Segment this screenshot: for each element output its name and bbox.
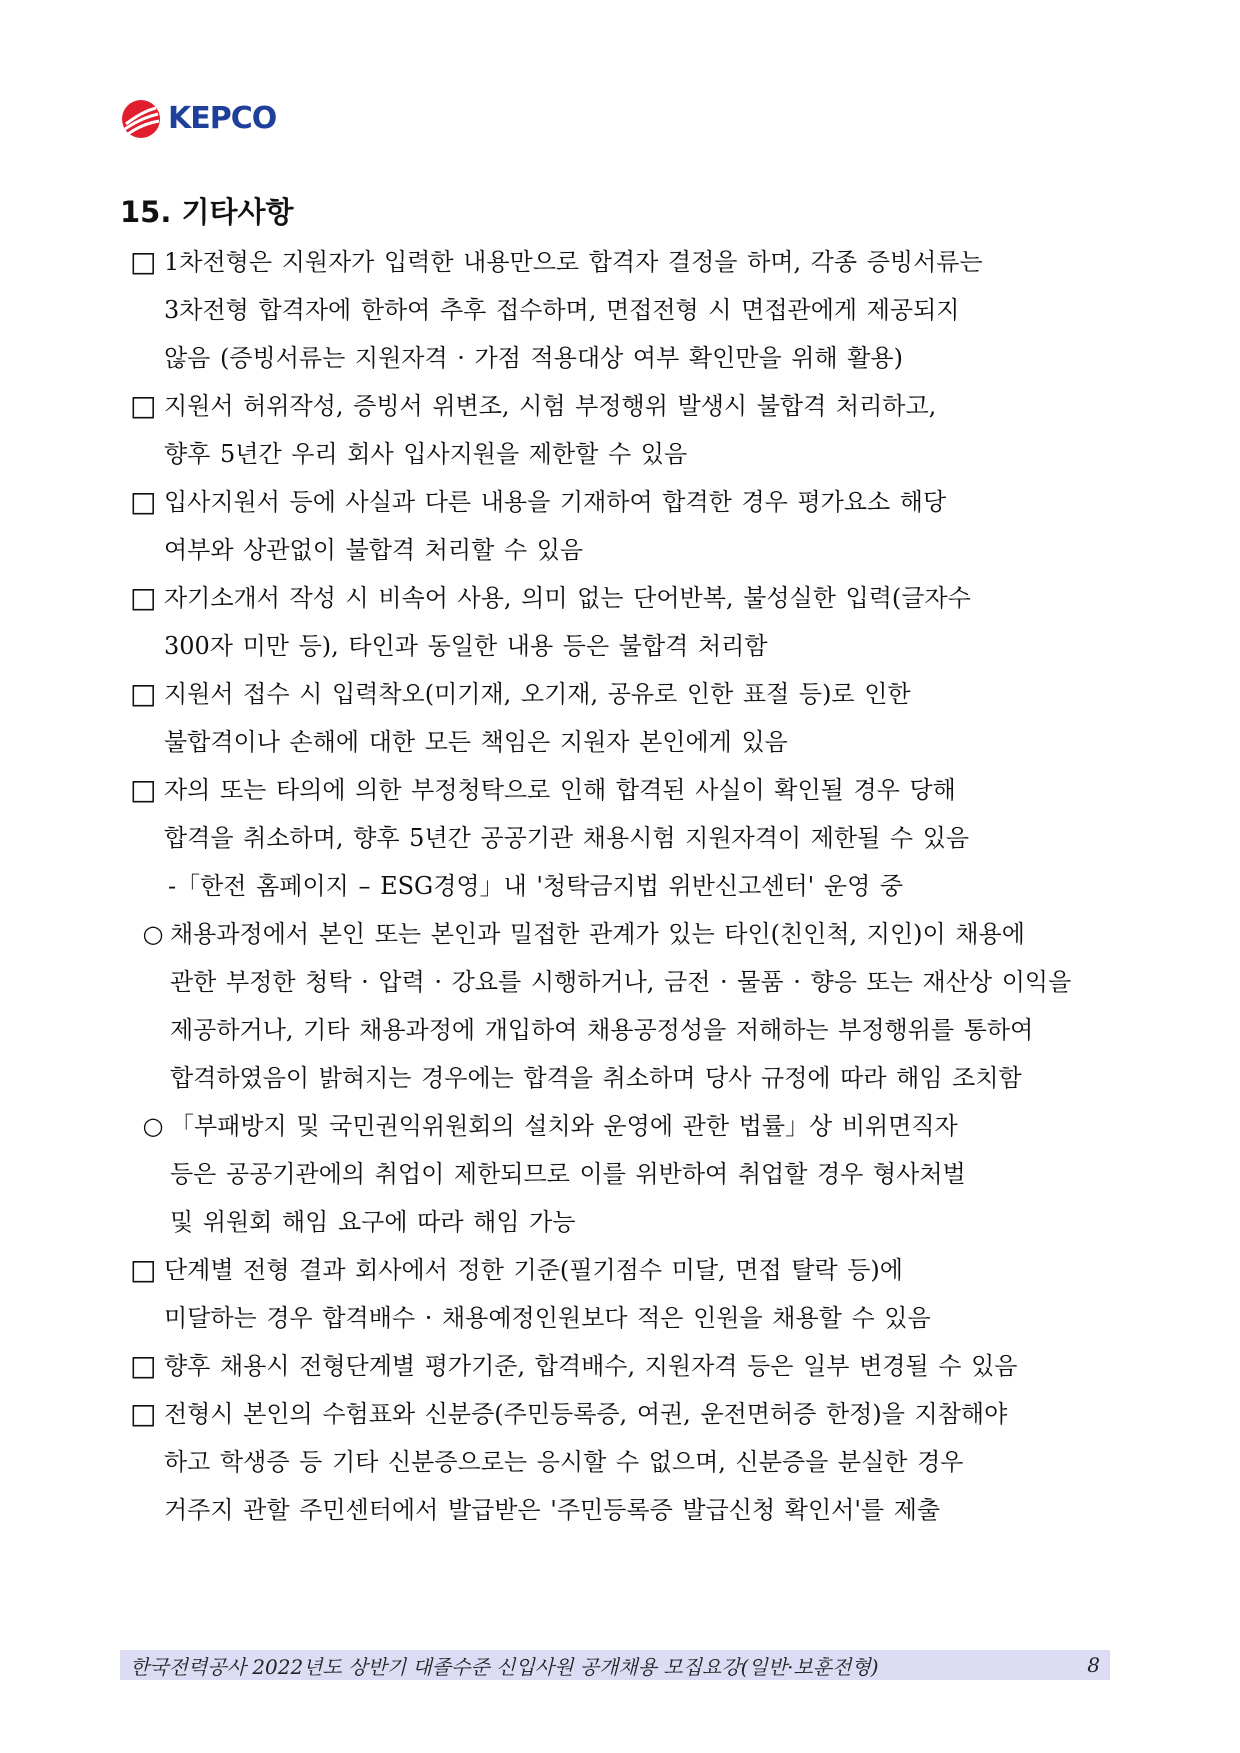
- checkbox-bullet-icon: □: [130, 773, 157, 806]
- text-line: 합격을 취소하며, 향후 5년간 공공기관 채용시험 지원자격이 제한될 수 있음: [164, 824, 970, 852]
- notice-item: [130, 478, 1120, 574]
- text-line: 등은 공공기관에의 취업이 제한되므로 이를 위반하여 취업할 경우 형사처벌: [170, 1160, 966, 1188]
- logo-text: KEPCO: [168, 101, 277, 136]
- text-line: 자의 또는 타의에 의한 부정청탁으로 인해 합격된 사실이 확인될 경우 당해: [164, 776, 956, 804]
- checkbox-bullet-icon: □: [130, 245, 157, 278]
- text-line: 거주지 관할 주민센터에서 발급받은 '주민등록증 발급신청 확인서'를 제출: [164, 1496, 941, 1524]
- notice-item: [130, 238, 1120, 382]
- kepco-emblem-icon: [120, 98, 162, 140]
- text-line: 1차전형은 지원자가 입력한 내용만으로 합격자 결정을 하며, 각종 증빙서류는: [164, 248, 983, 276]
- kepco-logo: [120, 98, 276, 140]
- checkbox-bullet-icon: □: [130, 581, 157, 614]
- section-title: 15. 기타사항: [120, 195, 294, 229]
- text-line: 불합격이나 손해에 대한 모든 책임은 지원자 본인에게 있음: [164, 728, 788, 756]
- text-line: 지원서 허위작성, 증빙서 위변조, 시험 부정행위 발생시 불합격 처리하고,: [164, 392, 937, 420]
- text-line: 자기소개서 작성 시 비속어 사용, 의미 없는 단어반복, 불성실한 입력(글자수: [164, 584, 971, 612]
- text-line: 전형시 본인의 수험표와 신분증(주민등록증, 여권, 운전면허증 한정)을 지참해야: [164, 1400, 1008, 1428]
- notice-subitem: [130, 910, 1120, 1102]
- text-line: 않음 (증빙서류는 지원자격 · 가점 적용대상 여부 확인만을 위해 활용): [164, 344, 903, 372]
- text-line: 「부패방지 및 국민권익위원회의 설치와 운영에 관한 법률」상 비위면직자: [170, 1112, 958, 1140]
- notice-item: [130, 670, 1120, 766]
- page-number: 8: [1087, 1653, 1100, 1677]
- text-line: 지원서 접수 시 입력착오(미기재, 오기재, 공유로 인한 표절 등)로 인한: [164, 680, 911, 708]
- checkbox-bullet-icon: □: [130, 1349, 157, 1382]
- notice-item: [130, 1342, 1120, 1390]
- text-line: 향후 채용시 전형단계별 평가기준, 합격배수, 지원자격 등은 일부 변경될 수 있음: [164, 1352, 1018, 1380]
- checkbox-bullet-icon: □: [130, 1397, 157, 1430]
- circle-bullet-icon: ○: [142, 920, 164, 948]
- circle-bullet-icon: ○: [142, 1112, 164, 1140]
- text-line: 및 위원회 해임 요구에 따라 해임 가능: [170, 1208, 576, 1236]
- notice-item: [130, 574, 1120, 670]
- notice-item: [130, 766, 1120, 910]
- notice-item: [130, 1246, 1120, 1342]
- notice-list: [130, 238, 1120, 1534]
- text-line: 제공하거나, 기타 채용과정에 개입하여 채용공정성을 저해하는 부정행위를 통하여: [170, 1016, 1034, 1044]
- notice-item: [130, 1390, 1120, 1534]
- text-line: 향후 5년간 우리 회사 입사지원을 제한할 수 있음: [164, 440, 688, 468]
- notice-subitem: [130, 1102, 1120, 1246]
- text-line: 채용과정에서 본인 또는 본인과 밀접한 관계가 있는 타인(친인척, 지인)이 채용에: [170, 920, 1025, 948]
- text-line: 하고 학생증 등 기타 신분증으로는 응시할 수 없으며, 신분증을 분실한 경우: [164, 1448, 964, 1476]
- text-line: 합격하였음이 밝혀지는 경우에는 합격을 취소하며 당사 규정에 따라 해임 조치함: [170, 1064, 1022, 1092]
- text-line: 300자 미만 등), 타인과 동일한 내용 등은 불합격 처리함: [164, 632, 768, 660]
- text-line: 입사지원서 등에 사실과 다른 내용을 기재하여 합격한 경우 평가요소 해당: [164, 488, 947, 516]
- text-line: 미달하는 경우 합격배수 · 채용예정인원보다 적은 인원을 채용할 수 있음: [164, 1304, 931, 1332]
- text-line: 관한 부정한 청탁 · 압력 · 강요를 시행하거나, 금전 · 물품 · 향응 또는 재산상 이익을: [170, 968, 1072, 996]
- notice-item: [130, 382, 1120, 478]
- checkbox-bullet-icon: □: [130, 485, 157, 518]
- checkbox-bullet-icon: □: [130, 1253, 157, 1286]
- checkbox-bullet-icon: □: [130, 389, 157, 422]
- text-line: 3차전형 합격자에 한하여 추후 접수하며, 면접전형 시 면접관에게 제공되지: [164, 296, 960, 324]
- page-footer: [120, 1650, 1110, 1680]
- checkbox-bullet-icon: □: [130, 677, 157, 710]
- sub-note: -「한전 홈페이지 – ESG경영」내 '청탁금지법 위반신고센터' 운영 중: [168, 872, 904, 900]
- text-line: 단계별 전형 결과 회사에서 정한 기준(필기점수 미달, 면접 탈락 등)에: [164, 1256, 903, 1284]
- text-line: 여부와 상관없이 불합격 처리할 수 있음: [164, 536, 584, 564]
- footer-title: 한국전력공사 2022년도 상반기 대졸수준 신입사원 공개채용 모집요강(일반·보훈전형): [130, 1654, 879, 1679]
